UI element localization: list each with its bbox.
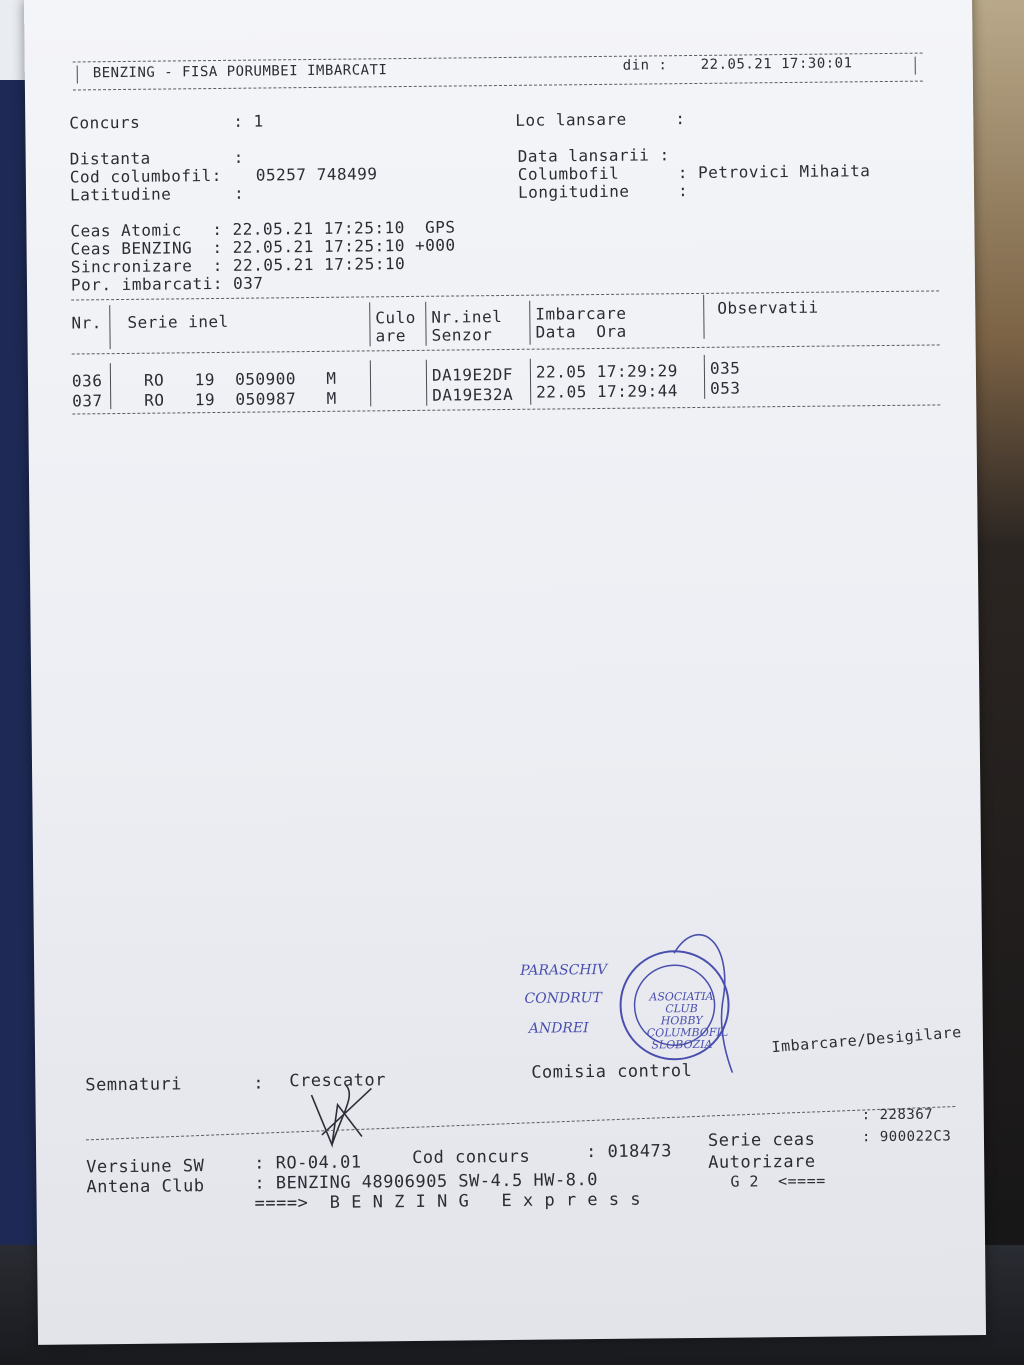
columbofil-label: Columbofil [517,163,620,184]
autorizare-value: : 900022C3 [861,1128,952,1146]
col-header-serie-inel: Serie inel [127,311,229,332]
footer-top-border [86,1106,955,1140]
document-page [24,0,986,1345]
ceas-benzing: Ceas BENZING : 22.05.21 17:25:10 +000 [70,235,456,259]
col-divider [530,359,531,405]
latitudine-label: Latitudine [69,184,172,205]
hand-name-1: PARASCHIV [520,961,608,979]
col-header-senzor: Senzor [431,325,493,345]
col-header-are: are [375,326,407,346]
col-divider [425,302,426,346]
col-divider [110,363,111,409]
imbarcare-desigilare-label: Imbarcare/Desigilare [770,1022,963,1057]
col-header-observatii: Observatii [717,297,819,318]
col-divider [370,360,371,406]
columbofil-value: : Petrovici Mihaita [677,161,871,183]
row-nr: 036 [71,371,103,391]
cod-concurs-value: : 018473 [585,1141,673,1163]
concurs-value: : 1 [233,111,264,131]
header-din-label: din : [622,57,668,74]
data-lansarii-label: Data lansarii : [517,145,670,166]
distanta-value: : [233,147,244,167]
versiune-sw-value: : RO-04.01 [254,1152,362,1174]
g2-line: G 2 <==== [730,1171,826,1191]
loc-lansare-label: Loc lansare [515,109,627,130]
col-divider [109,305,110,349]
longitudine-label: Longitudine [517,181,630,202]
col-header-nr-inel: Nr.inel [431,307,503,327]
row-senzor: DA19E2DF [431,364,514,385]
cod-columbofil-value: 05257 748499 [255,164,378,185]
col-divider [426,360,427,406]
col-header-data-ora: Data Ora [535,321,627,342]
col-header-imbarcare: Imbarcare [535,303,627,324]
distanta-label: Distanta [69,148,151,169]
cod-columbofil-label: Cod columbofil: [69,165,222,187]
row-serie: RO 19 050987 M [144,388,337,410]
header-bottom-border [73,81,923,91]
row-senzor: DA19E32A [432,384,514,405]
row-data-ora: 22.05 17:29:44 [536,381,679,402]
semnaturi-sep: : [253,1073,265,1094]
header-din-value: 22.05.21 17:30:01 [700,55,853,73]
header-left-border [77,65,78,83]
antena-club-label: Antena Club [86,1176,205,1198]
antena-club-value: : BENZING 48906905 SW-4.5 HW-8.0 [254,1170,599,1194]
por-imbarcati: Por. imbarcati: 037 [70,273,264,295]
semnaturi-label: Semnaturi [85,1074,183,1096]
col-divider [529,301,530,345]
autorizare-label: Autorizare [708,1151,816,1173]
stamp-text: ASOCIATIA CLUB HOBBY COLUMBOFIL SLOBOZIA [646,989,729,1052]
benzing-express-line: ====> B E N Z I N G E x p r e s s [254,1189,642,1214]
ceas-atomic: Ceas Atomic : 22.05.21 17:25:10 GPS [70,217,456,241]
serie-ceas-label: Serie ceas [707,1129,816,1151]
concurs-label: Concurs [69,112,141,133]
col-header-culo: Culo [375,307,416,328]
comisia-control-label: Comisia control [531,1061,693,1083]
header-right-border [915,57,916,75]
hand-name-2: CONDRUT [524,990,602,1007]
table-header-border [72,344,940,354]
longitudine-value: : [677,181,689,201]
row-serie: RO 19 050900 M [143,368,337,390]
hand-name-3: ANDREI [528,1020,589,1037]
versiune-sw-label: Versiune SW [86,1156,205,1178]
col-divider [704,355,705,399]
cod-concurs-label: Cod concurs [412,1146,531,1168]
serie-ceas-value: : 228367 [861,1106,934,1124]
crescator-signature-icon [301,1074,382,1155]
loc-lansare-value: : [675,109,686,129]
crescator-label: Crescator [289,1070,387,1092]
row-nr: 037 [72,391,103,411]
row-observatii: 035 [709,358,741,378]
col-divider [369,302,370,346]
header-title: BENZING - FISA PORUMBEI IMBARCATI [92,62,388,82]
latitudine-value: : [233,183,245,203]
row-observatii: 053 [710,378,741,398]
col-divider [703,295,704,339]
sincronizare: Sincronizare : 22.05.21 17:25:10 [70,254,406,277]
row-data-ora: 22.05 17:29:29 [535,361,678,382]
col-header-nr: Nr. [71,313,102,333]
